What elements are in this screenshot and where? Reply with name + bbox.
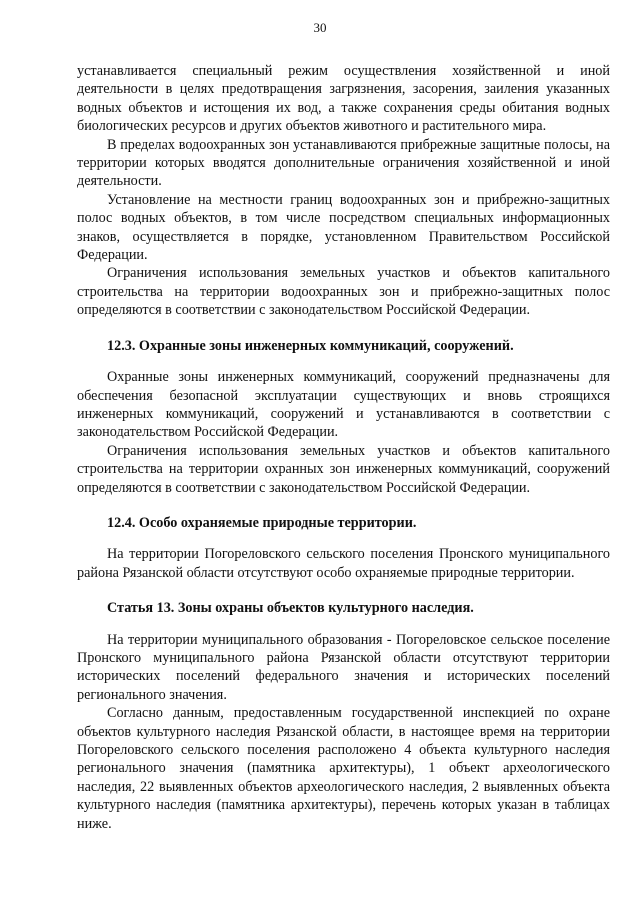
- paragraph-protected-areas: На территории Погореловского сельского поселения Пронского муниципального района Рязанской области отсутствуют особо охраняемые природные территории.: [77, 546, 610, 581]
- paragraph-boundary-establishment: Установление на местности границ водоохранных зон и прибрежно-защитных полос водных объектов, в том числе посредством специальных информационных знаков, осуществляется в порядке, установленном Правительством Российской Федерации.: [77, 191, 610, 264]
- heading-12-4: 12.4. Особо охраняемые природные территории.: [107, 514, 417, 531]
- heading-article-13: Статья 13. Зоны охраны объектов культурного наследия.: [107, 600, 474, 617]
- paragraph-coastal-strips: В пределах водоохранных зон устанавливаются прибрежные защитные полосы, на территории которых вводятся дополнительные ограничения хозяйственной и иной деятельности.: [77, 136, 610, 190]
- heading-12-3: 12.3. Охранные зоны инженерных коммуникаций, сооружений.: [107, 337, 514, 354]
- paragraph-water-regime: устанавливается специальный режим осуществления хозяйственной и иной деятельности в целях предотвращения загрязнения, засорения, заиления указанных водных объектов и истощения их вод, а также сохранения среды обитания водных биологических ресурсов и других объектов животного и растительного мира.: [77, 63, 610, 135]
- page-number: 30: [313, 20, 327, 35]
- paragraph-engineering-restrictions: Ограничения использования земельных участков и объектов капитального строительства на территории охранных зон инженерных коммуникаций, сооружений определяются в соответствии с законодательством Российской Федерации.: [77, 442, 610, 496]
- paragraph-heritage-objects: Согласно данным, предоставленным государственной инспекцией по охране объектов культурного наследия Рязанской области, в настоящее время на территории Погореловского сельского поселения расположено 4 объекта культурного наследия регионального значения (памятника архитектуры), 1 объект археологического наследия, 22 выявленных объектов археологического наследия, 2 выявленных объекта культурного наследия (памятника архитектуры), перечень которых указан в таблицах ниже.: [77, 705, 610, 832]
- document-body: [77, 62, 610, 833]
- paragraph-water-restrictions: Ограничения использования земельных участков и объектов капитального строительства на территории водоохранных зон и прибрежно-защитных полос определяются в соответствии с законодательством Российской Федерации.: [77, 265, 610, 319]
- paragraph-historical-settlements: На территории муниципального образования - Погореловское сельское поселение Пронского муниципального района Рязанской области отсутствуют территории исторических поселений федерального значения и исторических поселений регионального значения.: [77, 631, 610, 703]
- paragraph-engineering-zones: Охранные зоны инженерных коммуникаций, сооружений предназначены для обеспечения безопасной эксплуатации существующих и вновь строящихся инженерных коммуникаций, сооружений и устанавливаются в соответствии с законодательством Российской Федерации.: [77, 369, 610, 441]
